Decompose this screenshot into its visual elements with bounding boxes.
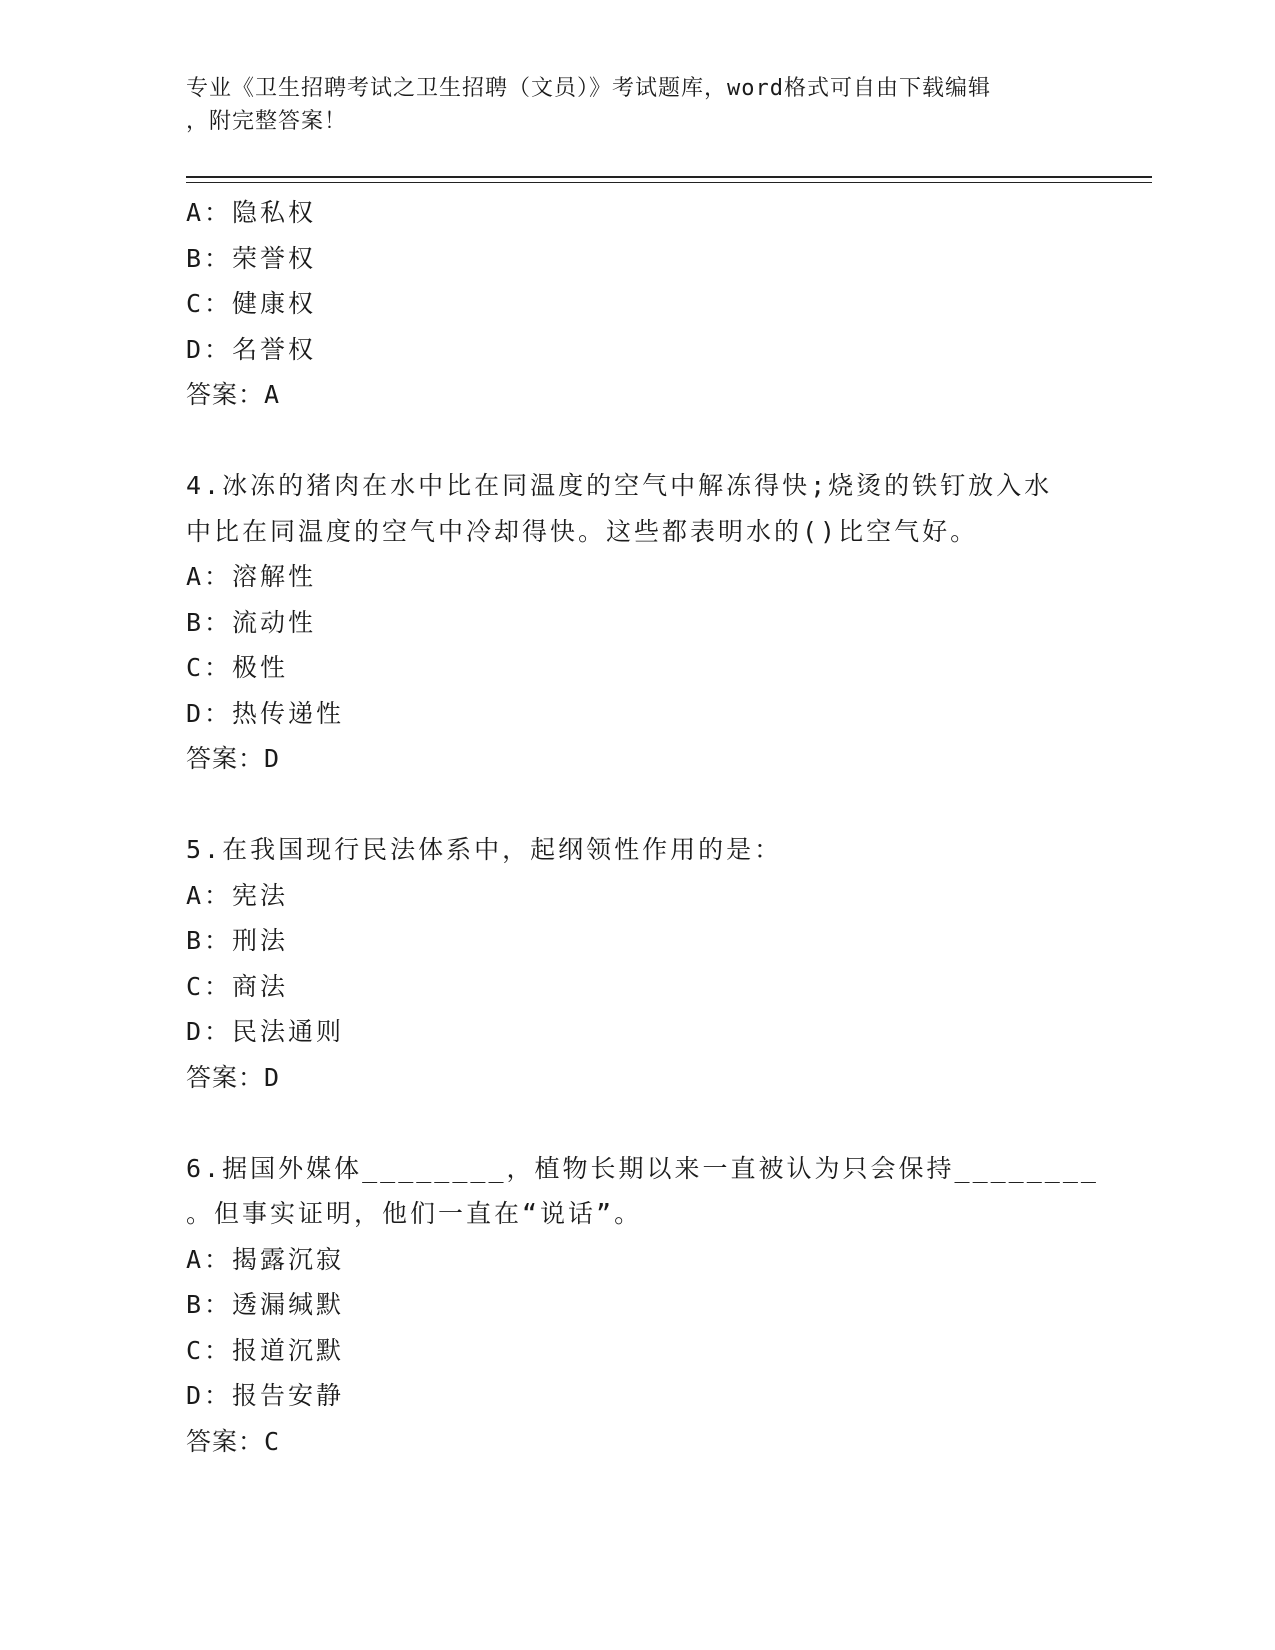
- question-stem-line-1: 6.据国外媒体________，植物长期以来一直被认为只会保持________: [186, 1153, 1099, 1183]
- header-rule-thin: [186, 182, 1152, 183]
- question-6: [186, 1146, 1099, 1465]
- option-a: A：溶解性: [186, 562, 317, 591]
- answer: 答案：A: [186, 380, 281, 409]
- question-5: [186, 827, 1086, 1100]
- question-stem-line-2: 中比在同温度的空气中冷却得快。这些都表明水的()比空气好。: [186, 516, 979, 546]
- header-line-2: ，附完整答案！: [186, 109, 348, 134]
- option-c: C：健康权: [186, 289, 317, 318]
- option-b: B：荣誉权: [186, 243, 317, 273]
- answer: 答案：D: [186, 744, 281, 773]
- question-stem-line-1: 5.在我国现行民法体系中，起纲领性作用的是：: [186, 835, 783, 864]
- option-b: B：透漏缄默: [186, 1290, 345, 1319]
- option-d: D：名誉权: [186, 334, 317, 364]
- question-4: [186, 463, 1086, 782]
- document-header: [186, 72, 1066, 138]
- option-b: B：流动性: [186, 607, 317, 637]
- answer: 答案：D: [186, 1062, 281, 1092]
- option-d: D：报告安静: [186, 1381, 345, 1410]
- question-list: [186, 190, 1099, 1464]
- spacer: [186, 782, 1086, 828]
- question-stem-line-1: 4.冰冻的猪肉在水中比在同温度的空气中解冻得快;烧烫的铁钉放入水: [186, 471, 1053, 500]
- option-a: A：宪法: [186, 880, 289, 910]
- option-a: A：揭露沉寂: [186, 1244, 345, 1274]
- option-d: D：热传递性: [186, 698, 345, 728]
- header-rule-thick: [186, 176, 1152, 178]
- question-stem-line-2: 。但事实证明，他们一直在“说话”。: [186, 1199, 643, 1228]
- spacer: [186, 418, 1086, 464]
- option-c: C：报道沉默: [186, 1335, 345, 1365]
- option-a: A：隐私权: [186, 198, 317, 227]
- option-d: D：民法通则: [186, 1017, 345, 1046]
- question-3: [186, 190, 1086, 418]
- spacer: [186, 1100, 1086, 1146]
- option-b: B：刑法: [186, 926, 289, 955]
- answer: 答案：C: [186, 1426, 281, 1456]
- option-c: C：极性: [186, 653, 289, 682]
- header-line-1: 专业《卫生招聘考试之卫生招聘（文员）》考试题库，word格式可自由下载编辑: [186, 76, 991, 101]
- option-c: C：商法: [186, 971, 289, 1001]
